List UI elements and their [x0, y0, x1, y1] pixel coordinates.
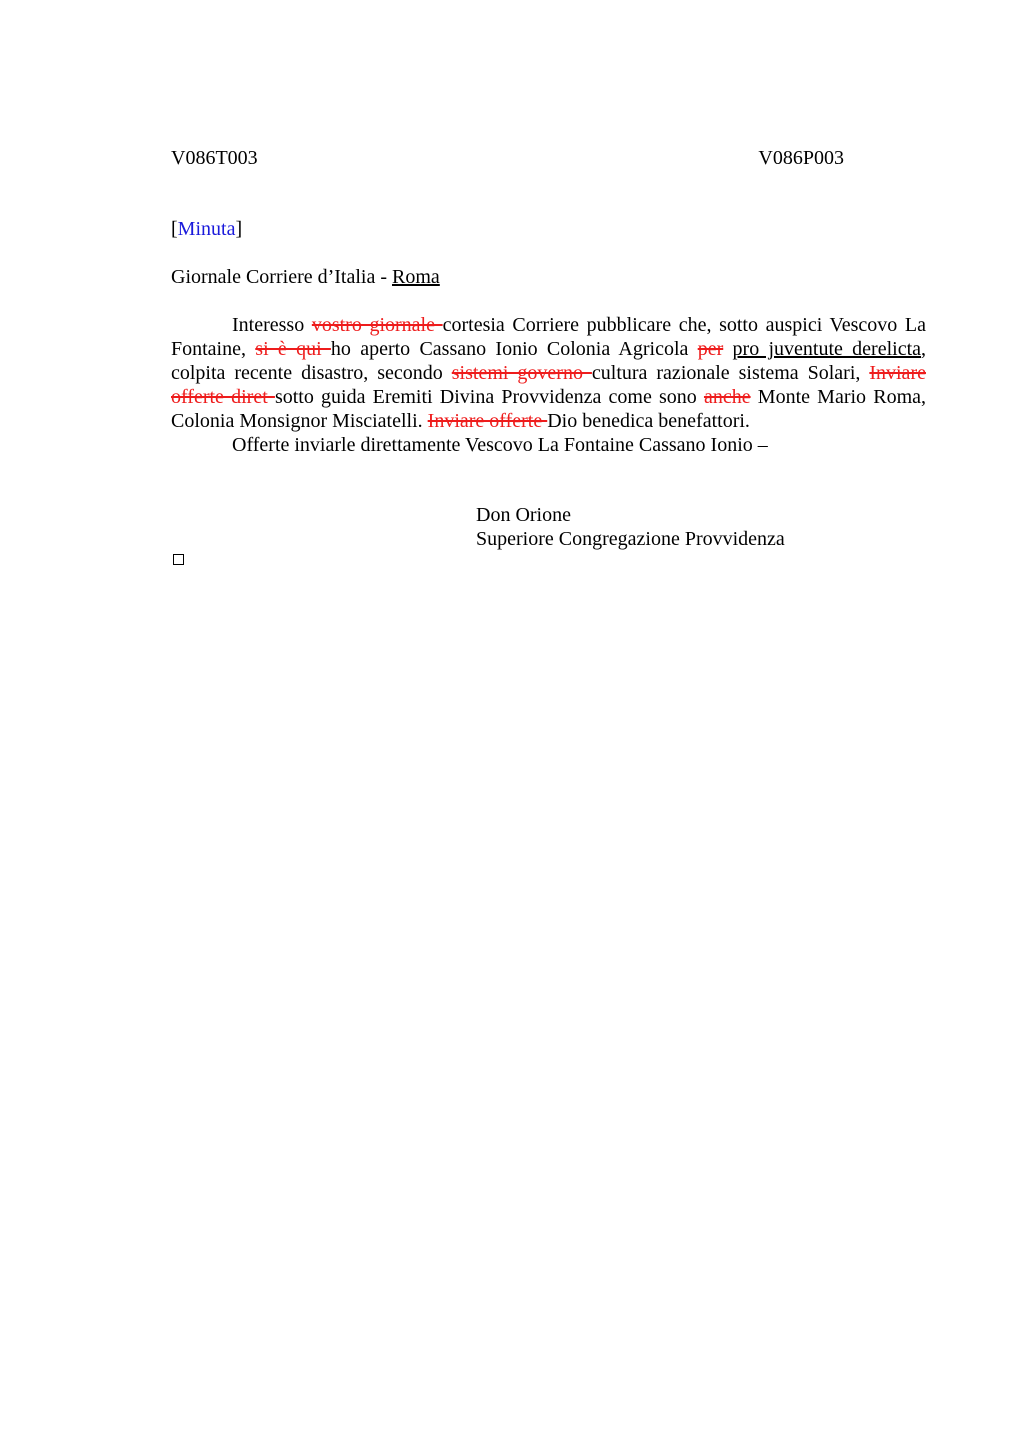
deleted-text: Inviare offerte diret: [171, 362, 926, 408]
text-segment: cultura razionale sistema Solari,: [591, 362, 870, 384]
deleted-text: Inviare offerte: [427, 410, 548, 432]
deleted-text: si è qui: [255, 338, 331, 360]
signature-block: [476, 503, 785, 551]
text-segment: Dio benedica benefattori.: [547, 410, 750, 432]
letter-body: [171, 313, 926, 457]
text-segment: sotto guida Eremiti Divina Provvidenza come sono: [274, 386, 704, 408]
text-segment: ho aperto Cassano Ionio Colonia Agricola: [330, 338, 698, 360]
document-codes: [171, 147, 844, 171]
signature-title: Superiore Congregazione Provvidenza: [476, 528, 785, 550]
signature-name: Don Orione: [476, 504, 571, 526]
addressee-city: Roma: [392, 266, 440, 288]
text-segment: [723, 338, 732, 360]
checkbox-square-icon: [173, 554, 184, 565]
addressee-line: [171, 266, 440, 289]
text-segment: Monte Mario Roma, Colonia Monsignor Misciatelli.: [171, 386, 926, 432]
text-segment: Interesso: [232, 314, 312, 336]
deleted-text: anche: [703, 386, 751, 408]
label-word: Minuta: [177, 218, 236, 240]
deleted-text: per: [697, 338, 724, 360]
label-open-bracket: [: [171, 218, 178, 240]
paragraph-2: Offerte inviarle direttamente Vescovo La Fontaine Cassano Ionio –: [232, 434, 768, 456]
text-segment: , colpita recente disastro, secondo: [171, 338, 927, 384]
underlined-text: pro juventute derelicta: [732, 338, 922, 360]
document-code-right: V086P003: [758, 147, 844, 169]
text-segment: cortesia Corriere pubblicare che, sotto auspici Vescovo La Fontaine,: [171, 314, 926, 360]
deleted-text: vostro giornale: [311, 314, 443, 336]
paragraph-1: [171, 313, 926, 433]
document-code-left: V086T003: [171, 147, 258, 169]
deleted-text: sistemi governo: [451, 362, 592, 384]
label-close-bracket: ]: [235, 218, 243, 240]
addressee-text: Giornale Corriere d’Italia -: [171, 266, 393, 288]
document-type-label: [171, 218, 242, 241]
